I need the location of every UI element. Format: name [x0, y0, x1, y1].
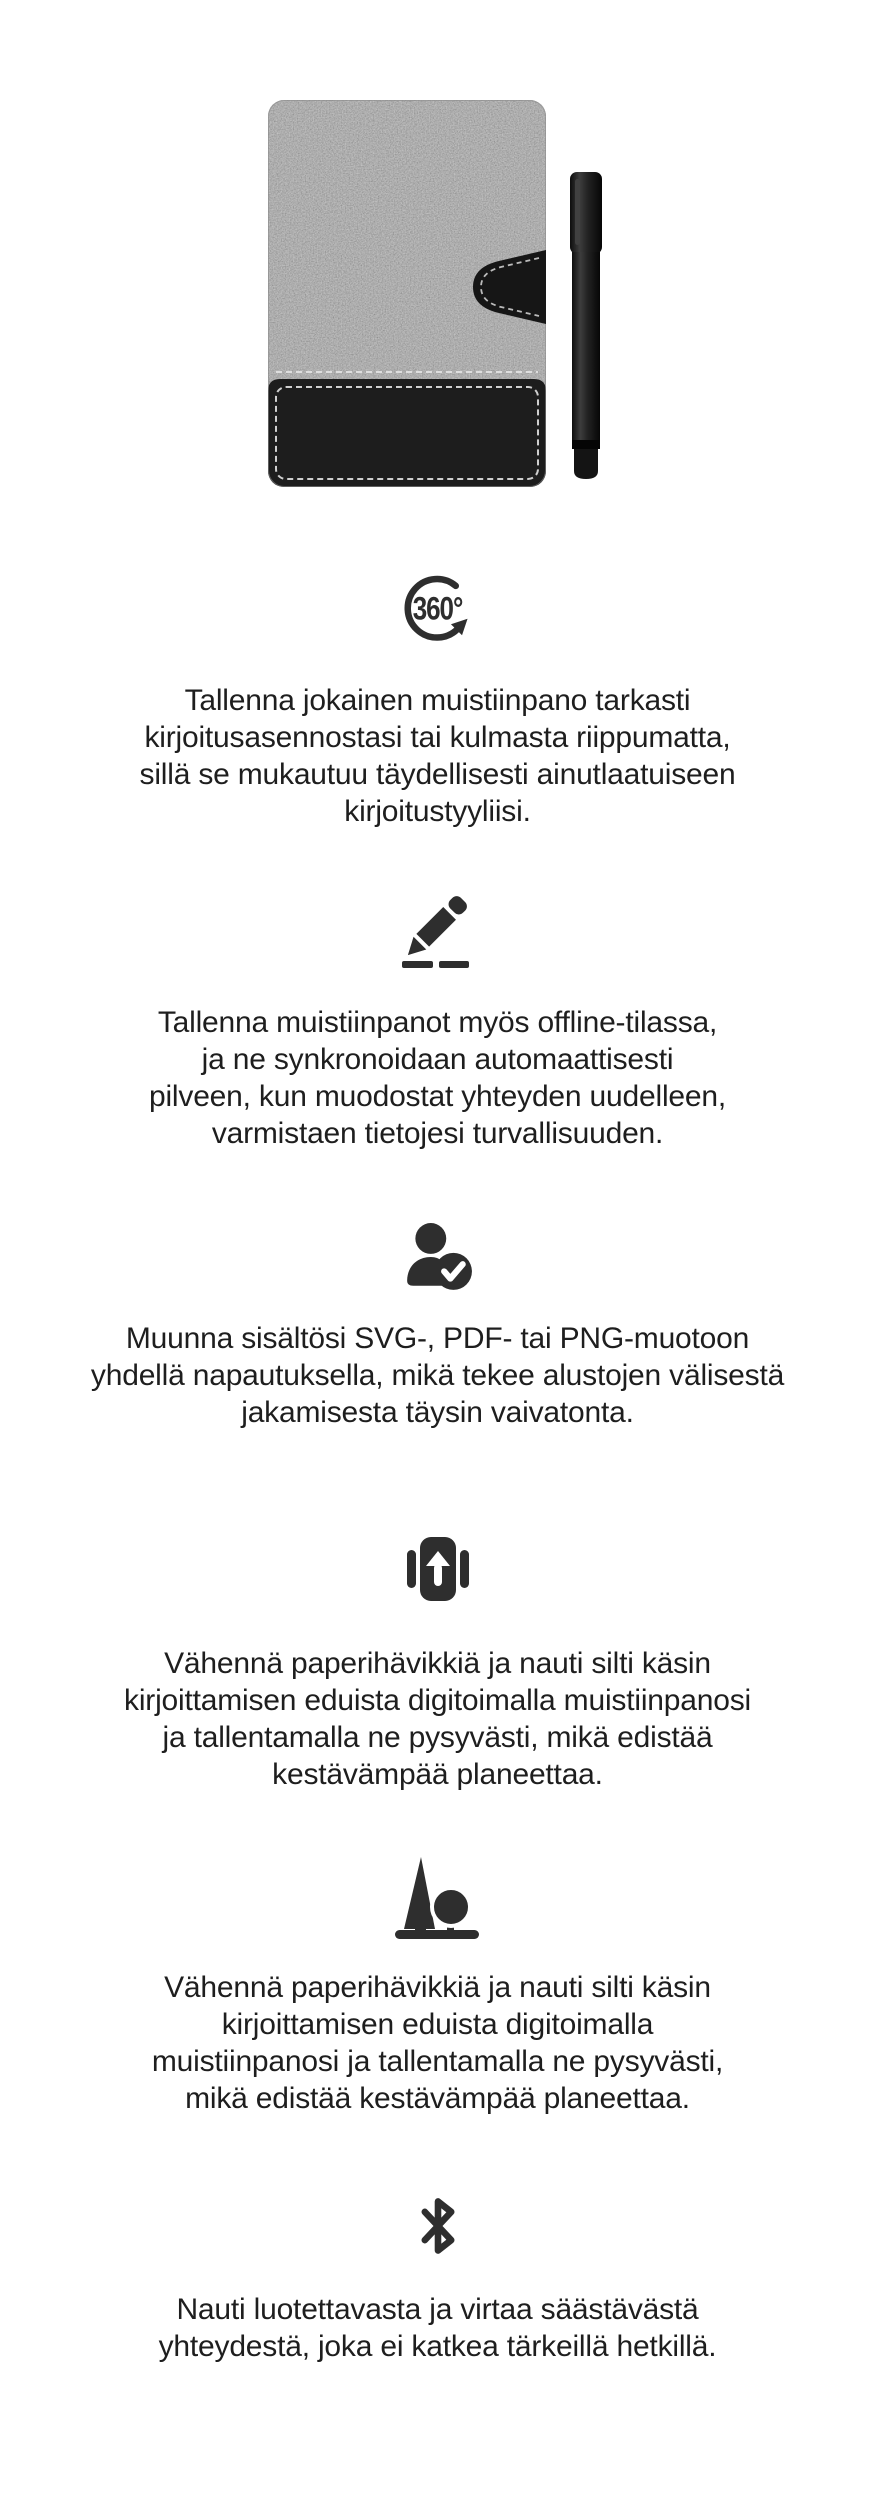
feature-offline-sync	[149, 894, 726, 1152]
text-line: Vähennä paperihävikkiä ja nauti silti käsin	[164, 1971, 711, 2004]
360-degrees-label: 360°	[413, 590, 463, 628]
text-line: Muunna sisältösi SVG-, PDF- tai PNG-muotoon	[125, 1322, 750, 1355]
feature-text-sustainability	[152, 1969, 723, 2117]
feature-360	[140, 568, 736, 830]
360-degrees-icon	[398, 568, 476, 646]
product-image	[268, 100, 608, 490]
text-line: kirjoittamisen eduista digitoimalla	[221, 2008, 654, 2041]
text-line: kestävämpää planeettaa.	[272, 1758, 603, 1791]
text-line: muistiinpanosi ja tallentamalla ne pysyvästi,	[151, 2045, 724, 2078]
feature-text-offline-sync	[149, 1004, 726, 1152]
text-line: varmistaen tietojesi turvallisuuden.	[211, 1117, 664, 1150]
text-line: mikä edistää kestävämpää planeettaa.	[185, 2082, 690, 2115]
bluetooth-icon	[415, 2193, 461, 2259]
feature-text-bluetooth	[159, 2291, 717, 2365]
feature-digitize-notes	[124, 1537, 751, 1793]
text-line: yhteydestä, joka ei katkea tärkeillä hetkillä.	[158, 2330, 717, 2363]
text-line: kirjoittamisen eduista digitoimalla muistiinpanosi	[124, 1684, 751, 1717]
text-line: pilveen, kun muodostat yhteyden uudelleen,	[148, 1080, 726, 1113]
text-line: kirjoitustyyliisi.	[344, 795, 531, 828]
notebook-and-pen-image	[268, 100, 608, 490]
text-line: Tallenna muistiinpanot myös offline-tilassa,	[157, 1006, 718, 1039]
feature-sustainability	[152, 1857, 723, 2117]
text-line: kirjoitusasennostasi tai kulmasta riippumatta,	[144, 721, 731, 754]
feature-text-360	[140, 682, 736, 830]
feature-bluetooth	[159, 2193, 717, 2365]
feature-export-formats	[91, 1222, 784, 1431]
text-line: Vähennä paperihävikkiä ja nauti silti käsin	[164, 1647, 711, 1680]
feature-text-export-formats	[91, 1320, 784, 1431]
text-line: ja ne synkronoidaan automaattisesti	[201, 1043, 674, 1076]
user-check-icon	[402, 1222, 474, 1292]
text-line: ja tallentamalla ne pysyvästi, mikä edistää	[162, 1721, 713, 1754]
pen	[570, 172, 602, 479]
pencil-icon	[399, 894, 475, 970]
text-line: jakamisesta täysin vaivatonta.	[241, 1396, 634, 1429]
notebook	[268, 100, 546, 487]
feature-text-digitize-notes	[124, 1645, 751, 1793]
device-upload-icon	[407, 1537, 469, 1601]
text-line: Tallenna jokainen muistiinpano tarkasti	[184, 684, 691, 717]
text-line: sillä se mukautuu täydellisesti ainutlaatuiseen	[139, 758, 736, 791]
text-line: yhdellä napautuksella, mikä tekee alustojen välisestä	[90, 1359, 785, 1392]
text-line: Nauti luotettavasta ja virtaa säästävästä	[176, 2293, 699, 2326]
trees-icon	[394, 1857, 480, 1941]
